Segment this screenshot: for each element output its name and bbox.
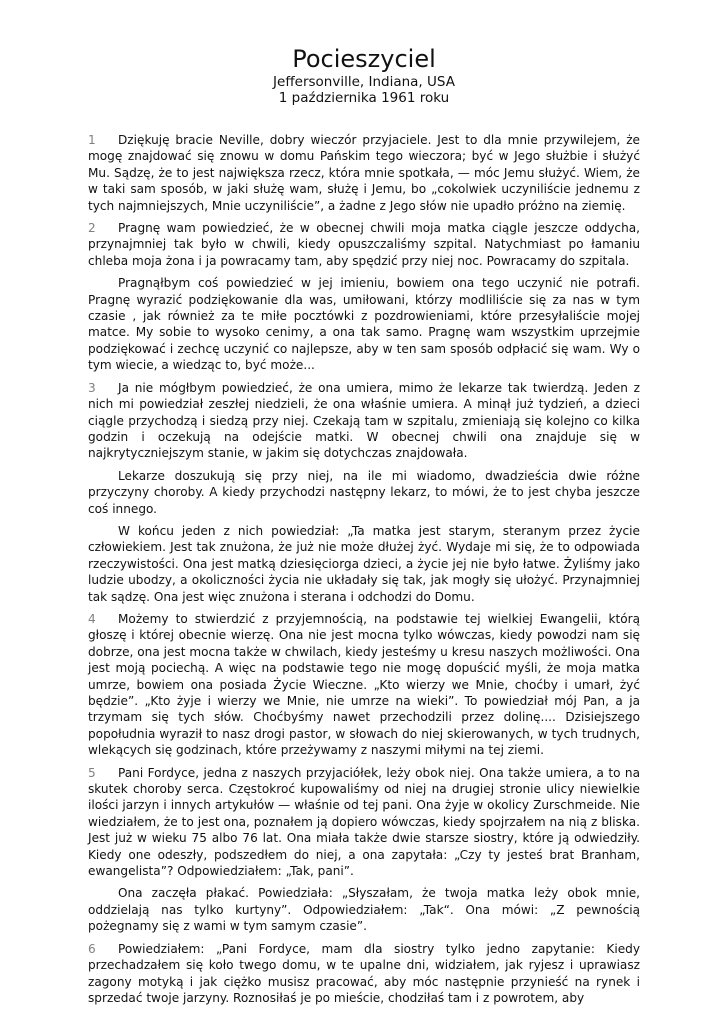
paragraph-3b	[88, 468, 640, 517]
paragraph-2	[88, 220, 640, 269]
paragraph-5	[88, 765, 640, 880]
paragraph-text: W końcu jeden z nich powiedział: „Ta matka jest starym, steranym przez życie człowiekiem. Jest tak znużona, że już nie może dłużej żyć. Wydaje mi się, że to odpowiada rzeczywistości. Ona jest matką dziesięciorga dzieci, a życie jej nie było łatwe. Żyliśmy jako ludzie ubodzy, a okoliczności życia nie układały się tak, jak mogły się ułożyć. Przynajmniej tak sądzę. Ona jest więc znużona i sterana i odchodzi do Domu.	[88, 523, 640, 604]
paragraph-text: Dziękuję bracie Neville, dobry wieczór przyjaciele. Jest to dla mnie przywilejem, że mogę znajdować się znowu w domu Pańskim tego wieczora; być w Jego służbie i służyć Mu. Sądzę, że to jest największa rzecz, która mnie spotkała, — móc Jemu służyć. Wiem, że w taki sam sposób, w jaki służę wam, służę i Jemu, bo „cokolwiek uczyniliście jednemu z tych najmniejszych, Mnie uczyniliście”, a żadne z Jego słów nie upadło próżno na ziemię.	[88, 133, 640, 213]
paragraph-text: Pragnąłbym coś powiedzieć w jej imieniu, bowiem ona tego uczynić nie potrafi. Pragnę wyrazić podziękowanie dla was, umiłowani, którzy modliliście się za nas w tym czasie , jak również za te miłe pocztówki z pozdrowieniami, które przesyłaliście mojej matce. My sobie to wysoko cenimy, a ona tak samo. Pragnę wam wszystkim uprzejmie podziękować i zechcę uczynić co najlepsze, aby w ten sam sposób odpłacić się wam. Wy o tym wiecie, a wiedząc to, być może...	[88, 276, 640, 373]
paragraph-text: Ona zaczęła płakać. Powiedziała: „Słyszałam, że twoja matka leży obok mnie, oddzielają nas tylko kurtyny”. Odpowiedziałem: „Tak“. Ona mówi: „Z pewnością pożegnamy się z wami w tym samym czasie”.	[88, 886, 640, 934]
paragraph-text: Ja nie mógłbym powiedzieć, że ona umiera, mimo że lekarze tak twierdzą. Jeden z nich mi powiedział zeszłej niedzieli, że ona właśnie umiera. A minął już tydzień, a dzieci ciągle przychodzą i siedzą przy niej. Czekają tam w szpitalu, zmieniają się kolejno co kilka godzin i oczekują na odejście matki. W obecnej chwili ona znajduje się w najkrytyczniejszym stanie, w jakim się dotychczas znajdowała.	[88, 380, 640, 461]
paragraph-text: Lekarze doszukują się przy niej, na ile mi wiadomo, dwadzieścia dwie różne przyczyny choroby. A kiedy przychodzi następny lekarz, to mówi, że to jest chyba jeszcze coś innego.	[88, 468, 640, 516]
paragraph-number: 6	[88, 941, 96, 956]
paragraph-text: Pragnę wam powiedzieć, że w obecnej chwili moja matka ciągle jeszcze oddycha, przynajmniej tak było w chwili, kiedy opuszczaliśmy szpital. Natychmiast po łamaniu chleba moja żona i ja powracamy tam, aby spędzić przy niej noc. Powracamy do szpitala.	[88, 221, 640, 268]
sermon-body	[88, 132, 640, 1006]
document-page	[88, 44, 640, 1012]
paragraph-4	[88, 611, 640, 759]
paragraph-number: 1	[88, 133, 96, 147]
paragraph-number: 5	[88, 765, 96, 780]
paragraph-text: Pani Fordyce, jedna z naszych przyjaciółek, leży obok niej. Ona także umiera, a to na skutek choroby serca. Częstokroć kupowaliśmy od niej na drugiej stronie ulicy niewielkie ilości jarzyn i innych artykułów — właśnie od tej pani. Ona żyje w okolicy Zurschmeide. Nie wiedziałem, że to jest ona, poznałem ją dopiero wówczas, kiedy spojrzałem na nią z bliska. Jest już w wieku 75 albo 76 lat. Ona miała także dwie starsze siostry, które ją odwiedziły. Kiedy one odeszły, podszedłem do niej, a ona zapytała: „Czy ty jesteś brat Branham, ewangelista”? Odpowiedziałem: „Tak, pani”.	[88, 765, 640, 879]
paragraph-3c	[88, 523, 640, 605]
sermon-title: Pocieszyciel	[292, 45, 436, 73]
paragraph-number: 2	[88, 221, 96, 236]
paragraph-text: Możemy to stwierdzić z przyjemnością, na podstawie tej wielkiej Ewangelii, którą głoszę i której obecnie wierzę. Ona nie jest mocna tylko wówczas, kiedy powodzi nam się dobrze, ona jest mocna także w chwilach, kiedy jesteśmy u kresu naszych możliwości. Ona jest moją pociechą. A więc na podstawie tego nie mogę dopuścić myśli, że moja matka umrze, bowiem ona posiada Życie Wieczne. „Kto wierzy we Mnie, choćby i umarł, żyć będzie”. „Kto żyje i wierzy we Mnie, nie umrze na wieki”. To powiedział mój Pan, a ja trzymam się tych słów. Choćbyśmy nawet przechodzili przez dolinę.... Dzisiejszego popołudnia wyraził to nasz drogi pastor, w słowach do niej skierowanych, w tych trudnych, wlekących się godzinach, które przeżywamy z naszymi miłymi na tej ziemi.	[88, 611, 640, 758]
paragraph-number: 3	[88, 380, 96, 395]
paragraph-5b	[88, 885, 640, 934]
sermon-date: 1 października 1961 roku	[278, 90, 450, 106]
paragraph-1	[88, 132, 640, 214]
paragraph-text: Powiedziałem: „Pani Fordyce, mam dla siostry tylko jedno zapytanie: Kiedy przechadzałem się koło twego domu, w te upalne dni, widziałem, jak ryjesz i uprawiasz zagony motyką i jak ciężko musisz pracować, aby móc następnie przynieść na rynek i sprzedać twoje jarzyny. Roznosiłaś je po mieście, chodziłaś tam i z powrotem, aby	[88, 941, 640, 1005]
paragraph-6	[88, 941, 640, 1007]
sermon-location: Jeffersonville, Indiana, USA	[273, 74, 455, 90]
paragraph-2b	[88, 275, 640, 373]
paragraph-3	[88, 380, 640, 462]
paragraph-number: 4	[88, 611, 96, 626]
